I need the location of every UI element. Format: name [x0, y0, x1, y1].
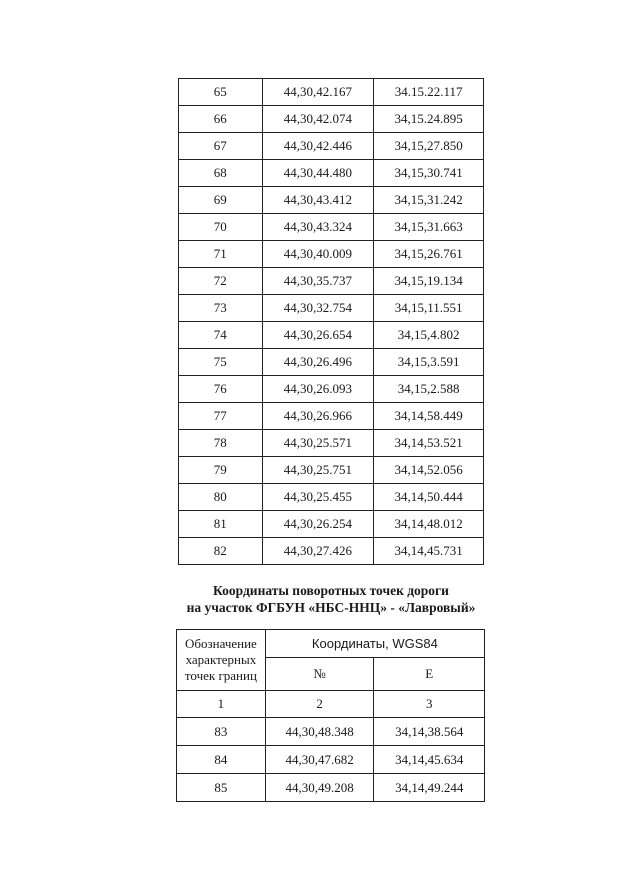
latitude-cell: 44,30,27.426: [262, 538, 374, 565]
road-coordinates-table-body: [177, 630, 485, 802]
latitude-cell: 44,30,42.167: [262, 79, 374, 106]
table-row: [179, 241, 484, 268]
table-row: [179, 106, 484, 133]
latitude-cell: 44,30,26.654: [262, 322, 374, 349]
longitude-cell: 34,14,38.564: [374, 718, 485, 746]
latitude-cell: 44,30,26.093: [262, 376, 374, 403]
latitude-cell: 44,30,44.480: [262, 160, 374, 187]
latitude-cell: 44,30,40.009: [262, 241, 374, 268]
point-number-cell: 81: [179, 511, 263, 538]
table-row: [179, 349, 484, 376]
latitude-cell: 44,30,43.412: [262, 187, 374, 214]
road-coordinates-table: [176, 629, 485, 802]
longitude-cell: 34,14,52.056: [374, 457, 484, 484]
table-row: [179, 484, 484, 511]
table-row: [177, 774, 485, 802]
coordinates-table: [178, 78, 484, 565]
table-row: [179, 538, 484, 565]
table-row: [177, 718, 485, 746]
latitude-cell: 44,30,26.254: [262, 511, 374, 538]
longitude-cell: 34.15.22.117: [374, 79, 484, 106]
longitude-cell: 34,15,11.551: [374, 295, 484, 322]
table-row: [177, 746, 485, 774]
longitude-cell: 34,15,27.850: [374, 133, 484, 160]
table-row: [179, 430, 484, 457]
table-row: [179, 403, 484, 430]
table-row: [179, 457, 484, 484]
point-number-cell: 71: [179, 241, 263, 268]
table-row: [179, 322, 484, 349]
column-number-row: [177, 691, 485, 718]
column-number: 1: [177, 691, 266, 718]
longitude-cell: 34,14,58.449: [374, 403, 484, 430]
latitude-cell: 44,30,25.571: [262, 430, 374, 457]
table-row: [179, 79, 484, 106]
point-number-cell: 69: [179, 187, 263, 214]
table-row: [179, 295, 484, 322]
latitude-cell: 44,30,32.754: [262, 295, 374, 322]
table-row: [179, 187, 484, 214]
column-e-header: E: [374, 658, 485, 691]
header-row: [177, 630, 485, 658]
point-number-cell: 78: [179, 430, 263, 457]
point-number-cell: 72: [179, 268, 263, 295]
longitude-cell: 34,14,48.012: [374, 511, 484, 538]
longitude-cell: 34,14,53.521: [374, 430, 484, 457]
table-row: [179, 511, 484, 538]
longitude-cell: 34,15,26.761: [374, 241, 484, 268]
longitude-cell: 34,15,2.588: [374, 376, 484, 403]
latitude-cell: 44,30,25.455: [262, 484, 374, 511]
longitude-cell: 34,15,31.242: [374, 187, 484, 214]
longitude-cell: 34,14,50.444: [374, 484, 484, 511]
designation-header-line: характерных: [185, 652, 257, 667]
point-number-cell: 67: [179, 133, 263, 160]
table-row: [179, 268, 484, 295]
designation-header-line: Обозначение: [184, 636, 257, 651]
column-number: 2: [265, 691, 374, 718]
point-number-cell: 77: [179, 403, 263, 430]
point-number-cell: 83: [177, 718, 266, 746]
column-number: 3: [374, 691, 485, 718]
heading-line-2: на участок ФГБУН «НБС-ННЦ» - «Лавровый»: [186, 600, 476, 615]
latitude-cell: 44,30,26.496: [262, 349, 374, 376]
point-number-cell: 68: [179, 160, 263, 187]
latitude-cell: 44,30,49.208: [265, 774, 374, 802]
table-row: [179, 376, 484, 403]
point-number-cell: 76: [179, 376, 263, 403]
latitude-cell: 44,30,42.446: [262, 133, 374, 160]
longitude-cell: 34,15,31.663: [374, 214, 484, 241]
longitude-cell: 34,14,45.731: [374, 538, 484, 565]
latitude-cell: 44,30,43.324: [262, 214, 374, 241]
point-number-cell: 73: [179, 295, 263, 322]
longitude-cell: 34,15,4.802: [374, 322, 484, 349]
latitude-cell: 44,30,48.348: [265, 718, 374, 746]
point-number-cell: 84: [177, 746, 266, 774]
designation-header: [177, 630, 266, 691]
point-number-cell: 75: [179, 349, 263, 376]
point-number-cell: 85: [177, 774, 266, 802]
point-number-cell: 66: [179, 106, 263, 133]
point-number-cell: 80: [179, 484, 263, 511]
point-number-cell: 82: [179, 538, 263, 565]
table-row: [179, 214, 484, 241]
road-coordinates-heading: [150, 582, 512, 616]
longitude-cell: 34,15,19.134: [374, 268, 484, 295]
longitude-cell: 34,15,30.741: [374, 160, 484, 187]
longitude-cell: 34,15.24.895: [374, 106, 484, 133]
longitude-cell: 34,15,3.591: [374, 349, 484, 376]
latitude-cell: 44,30,35.737: [262, 268, 374, 295]
designation-header-line: точек границ: [184, 668, 257, 683]
longitude-cell: 34,14,49.244: [374, 774, 485, 802]
longitude-cell: 34,14,45.634: [374, 746, 485, 774]
latitude-cell: 44,30,42.074: [262, 106, 374, 133]
table-row: [179, 133, 484, 160]
coordinates-table-body: [179, 79, 484, 565]
point-number-cell: 70: [179, 214, 263, 241]
latitude-cell: 44,30,26.966: [262, 403, 374, 430]
latitude-cell: 44,30,25.751: [262, 457, 374, 484]
point-number-cell: 79: [179, 457, 263, 484]
column-n-header: №: [265, 658, 374, 691]
table-row: [179, 160, 484, 187]
point-number-cell: 74: [179, 322, 263, 349]
latitude-cell: 44,30,47.682: [265, 746, 374, 774]
coordinates-header: Координаты, WGS84: [265, 630, 484, 658]
point-number-cell: 65: [179, 79, 263, 106]
heading-line-1: Координаты поворотных точек дороги: [213, 583, 449, 598]
